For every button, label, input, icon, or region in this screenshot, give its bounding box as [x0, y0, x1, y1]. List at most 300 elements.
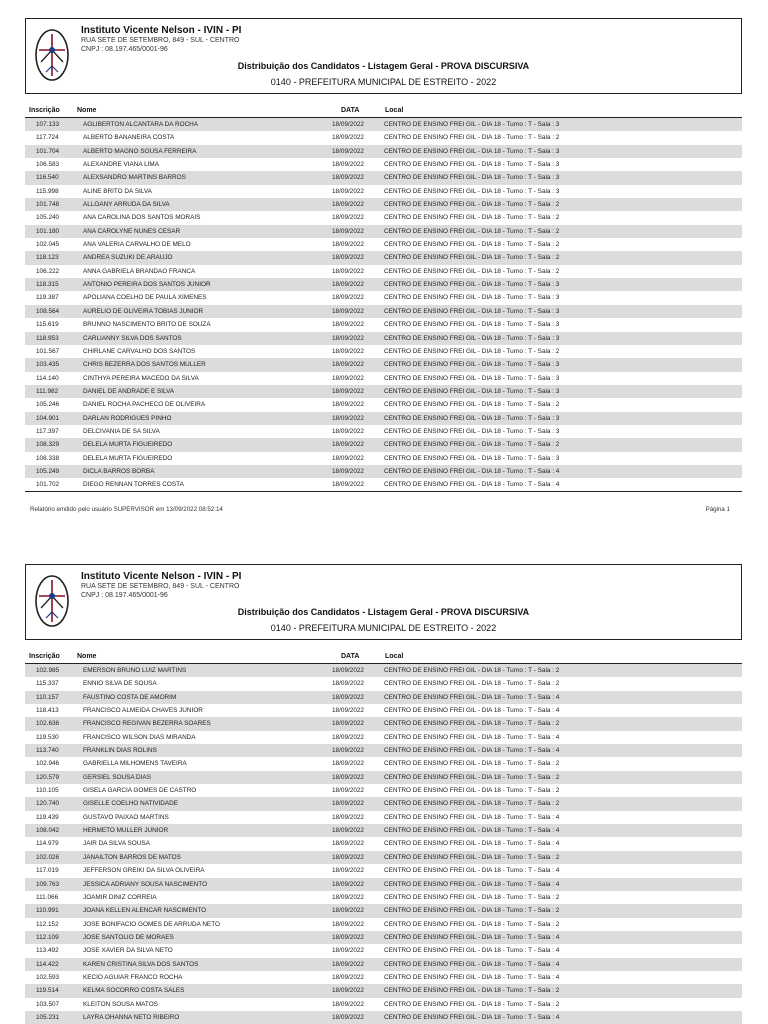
cell-data: 18/09/2022: [332, 427, 364, 435]
table-row: [25, 318, 742, 331]
table-row: [25, 171, 742, 184]
column-header-data: DATA: [341, 653, 360, 660]
institution-cnpj: CNPJ : 08.197.465/0001-96: [81, 46, 168, 53]
cell-inscricao: 101.748: [36, 201, 60, 209]
institution-cnpj: CNPJ : 08.197.465/0001-96: [81, 592, 168, 599]
cell-nome: JOSE SANTOLIO DE MORAES: [83, 933, 174, 941]
table-header: [25, 652, 742, 664]
cell-inscricao: 107.133: [36, 121, 60, 128]
cell-local: CENTRO DE ENSINO FREI GIL - DIA 18 - Turno : T - Sala : 4: [384, 933, 560, 941]
cell-nome: ANA VALERIA CARVALHO DE MELO: [83, 241, 191, 249]
cell-local: CENTRO DE ENSINO FREI GIL - DIA 18 - Turno : T - Sala : 2: [384, 401, 560, 409]
cell-data: 18/09/2022: [332, 907, 364, 915]
cell-inscricao: 105.246: [36, 401, 60, 409]
cell-inscricao: 102.946: [36, 760, 60, 768]
cell-local: CENTRO DE ENSINO FREI GIL - DIA 18 - Turno : T - Sala : 4: [384, 947, 560, 955]
cell-local: CENTRO DE ENSINO FREI GIL - DIA 18 - Turno : T - Sala : 2: [384, 680, 560, 688]
cell-inscricao: 102.636: [36, 720, 60, 728]
table-row: [25, 278, 742, 291]
cell-local: CENTRO DE ENSINO FREI GIL - DIA 18 - Turno : T - Sala : 2: [384, 347, 560, 355]
cell-inscricao: 103.435: [36, 361, 60, 369]
table-row: [25, 185, 742, 198]
cell-local: CENTRO DE ENSINO FREI GIL - DIA 18 - Turno : T - Sala : 3: [384, 334, 560, 342]
table-row: [25, 824, 742, 837]
cell-nome: JESSICA ADRIANY SOUSA NASCIMENTO: [83, 880, 208, 888]
cell-inscricao: 118.413: [36, 707, 59, 715]
cell-nome: BRUNNO NASCIMENTO BRITO DE SOUZA: [83, 321, 211, 329]
cell-data: 18/09/2022: [332, 294, 364, 302]
table-row: [25, 385, 742, 398]
cell-local: CENTRO DE ENSINO FREI GIL - DIA 18 - Turno : T - Sala : 4: [384, 827, 560, 835]
cell-local: CENTRO DE ENSINO FREI GIL - DIA 18 - Turno : T - Sala : 3: [384, 414, 560, 422]
cell-nome: ANTONIO PEREIRA DOS SANTOS JUNIOR: [83, 281, 211, 289]
cell-local: CENTRO DE ENSINO FREI GIL - DIA 18 - Turno : T - Sala : 3: [384, 174, 560, 182]
table-row: [25, 398, 742, 411]
cell-data: 18/09/2022: [332, 254, 364, 262]
cell-nome: JOSE BONIFACIO GOMES DE ARRUDA NETO: [83, 920, 220, 928]
table-row: [25, 478, 742, 491]
table-row: [25, 944, 742, 957]
table-row: [25, 145, 742, 158]
cell-data: 18/09/2022: [332, 414, 364, 422]
table-row: [25, 1011, 742, 1024]
cell-local: CENTRO DE ENSINO FREI GIL - DIA 18 - Turno : T - Sala : 4: [384, 693, 560, 701]
cell-local: CENTRO DE ENSINO FREI GIL - DIA 18 - Turno : T - Sala : 2: [384, 267, 560, 275]
cell-local: CENTRO DE ENSINO FREI GIL - DIA 18 - Turno : T - Sala : 2: [384, 920, 560, 928]
cell-nome: DELCIVANIA DE SA SILVA: [83, 427, 160, 435]
table-row: [25, 891, 742, 904]
table-row: [25, 971, 742, 984]
cell-inscricao: 110.105: [36, 787, 59, 795]
cell-data: 18/09/2022: [332, 1000, 364, 1008]
table-row: [25, 744, 742, 757]
cell-nome: HERMETO MULLER JUNIOR: [83, 827, 169, 835]
cell-inscricao: 109.763: [36, 880, 60, 888]
cell-data: 18/09/2022: [332, 214, 364, 222]
table-row: [25, 664, 742, 677]
table-row: [25, 332, 742, 345]
column-header-inscricao: Inscrição: [29, 653, 60, 660]
report-header: [25, 18, 742, 94]
column-header-local: Local: [385, 653, 404, 660]
cell-local: CENTRO DE ENSINO FREI GIL - DIA 18 - Turno : T - Sala : 2: [384, 227, 560, 235]
cell-data: 18/09/2022: [332, 441, 364, 449]
cell-local: CENTRO DE ENSINO FREI GIL - DIA 18 - Turno : T - Sala : 3: [384, 147, 560, 155]
cell-local: CENTRO DE ENSINO FREI GIL - DIA 18 - Turno : T - Sala : 4: [384, 467, 560, 475]
table-row: [25, 265, 742, 278]
cell-data: 18/09/2022: [332, 241, 364, 249]
cell-local: CENTRO DE ENSINO FREI GIL - DIA 18 - Turno : T - Sala : 2: [384, 907, 560, 915]
cell-inscricao: 114.422: [36, 960, 59, 968]
report-page-2: [0, 546, 768, 1024]
table-row: [25, 225, 742, 238]
candidates-table: [25, 652, 742, 1024]
cell-inscricao: 110.991: [36, 907, 59, 915]
cell-nome: KELMA SOCORRO COSTA SALES: [83, 987, 185, 995]
candidates-table: [25, 106, 742, 492]
table-row: [25, 918, 742, 931]
cell-nome: AURELIO DE OLIVEIRA TOBIAS JUNIOR: [83, 307, 204, 315]
cell-nome: DELELA MURTA FIGUEIREDO: [83, 454, 173, 462]
cell-local: CENTRO DE ENSINO FREI GIL - DIA 18 - Turno : T - Sala : 3: [384, 427, 560, 435]
page-number: Página 1: [705, 506, 730, 513]
cell-data: 18/09/2022: [332, 374, 364, 382]
cell-local: CENTRO DE ENSINO FREI GIL - DIA 18 - Turno : T - Sala : 2: [384, 441, 560, 449]
table-row: [25, 425, 742, 438]
cell-data: 18/09/2022: [332, 827, 364, 835]
cell-inscricao: 114.140: [36, 374, 59, 382]
cell-inscricao: 105.231: [36, 1013, 60, 1021]
cell-nome: FRANCISCO REGIVAN BEZERRA SOARES: [83, 720, 211, 728]
cell-inscricao: 110.157: [36, 693, 59, 701]
column-header-inscricao: Inscrição: [29, 107, 60, 114]
cell-inscricao: 102.026: [36, 853, 60, 861]
cell-data: 18/09/2022: [332, 867, 364, 875]
cell-local: CENTRO DE ENSINO FREI GIL - DIA 18 - Turno : T - Sala : 4: [384, 481, 560, 489]
cell-nome: KAREN CRISTINA SILVA DOS SANTOS: [83, 960, 199, 968]
cell-local: CENTRO DE ENSINO FREI GIL - DIA 18 - Turno : T - Sala : 2: [384, 720, 560, 728]
cell-nome: JEFFERSON GREIKI DA SILVA OLIVEIRA: [83, 867, 205, 875]
table-row: [25, 131, 742, 144]
cell-inscricao: 102.985: [36, 667, 60, 674]
document-subtitle: 0140 - PREFEITURA MUNICIPAL DE ESTREITO - 2022: [270, 77, 497, 87]
cell-inscricao: 119.439: [36, 813, 59, 821]
cell-nome: ANDREA SUZUKI DE ARAUJO: [83, 254, 173, 262]
cell-inscricao: 118.953: [36, 334, 59, 342]
cell-local: CENTRO DE ENSINO FREI GIL - DIA 18 - Turno : T - Sala : 3: [384, 294, 560, 302]
cell-data: 18/09/2022: [332, 960, 364, 968]
institute-logo-icon: [34, 28, 70, 82]
cell-inscricao: 113.740: [36, 747, 59, 755]
cell-nome: KECIO AGUIAR FRANCO ROCHA: [83, 973, 183, 981]
cell-inscricao: 103.507: [36, 1000, 60, 1008]
cell-local: CENTRO DE ENSINO FREI GIL - DIA 18 - Turno : T - Sala : 4: [384, 840, 560, 848]
cell-nome: AGLIBERTON ALCANTARA DA ROCHA: [83, 121, 199, 128]
report-footer-text: Relatório emitido pelo usuário SUPERVISOR em 13/09/2022 08:52:14: [30, 506, 223, 513]
cell-inscricao: 112.152: [36, 920, 59, 928]
cell-local: CENTRO DE ENSINO FREI GIL - DIA 18 - Turno : T - Sala : 2: [384, 241, 560, 249]
cell-inscricao: 115.337: [36, 680, 59, 688]
table-row: [25, 372, 742, 385]
cell-nome: DICLA BARROS BORBA: [83, 467, 155, 475]
cell-data: 18/09/2022: [332, 174, 364, 182]
table-row: [25, 251, 742, 264]
cell-data: 18/09/2022: [332, 467, 364, 475]
cell-local: CENTRO DE ENSINO FREI GIL - DIA 18 - Turno : T - Sala : 3: [384, 161, 560, 169]
cell-inscricao: 119.514: [36, 987, 59, 995]
cell-data: 18/09/2022: [332, 1013, 364, 1021]
cell-nome: JAIR DA SILVA SOUSA: [83, 840, 150, 848]
cell-local: CENTRO DE ENSINO FREI GIL - DIA 18 - Turno : T - Sala : 2: [384, 987, 560, 995]
cell-nome: EMERSON BRUNO LUIZ MARTINS: [83, 667, 187, 674]
table-row: [25, 731, 742, 744]
cell-local: CENTRO DE ENSINO FREI GIL - DIA 18 - Turno : T - Sala : 2: [384, 853, 560, 861]
cell-nome: ALBERTO BANANEIRA COSTA: [83, 134, 175, 142]
cell-local: CENTRO DE ENSINO FREI GIL - DIA 18 - Turno : T - Sala : 3: [384, 374, 560, 382]
cell-nome: CARLIANNY SILVA DOS SANTOS: [83, 334, 182, 342]
cell-nome: CHRIS BEZERRA DOS SANTOS MULLER: [83, 361, 206, 369]
document-subtitle: 0140 - PREFEITURA MUNICIPAL DE ESTREITO - 2022: [270, 623, 497, 633]
cell-local: CENTRO DE ENSINO FREI GIL - DIA 18 - Turno : T - Sala : 2: [384, 214, 560, 222]
cell-nome: GERSIEL SOUSA DIAS: [83, 773, 151, 781]
cell-data: 18/09/2022: [332, 347, 364, 355]
table-row: [25, 305, 742, 318]
cell-nome: FRANCISCO WILSON DIAS MIRANDA: [83, 733, 196, 741]
cell-nome: CINTHYA PEREIRA MACEDO DA SILVA: [83, 374, 199, 382]
cell-local: CENTRO DE ENSINO FREI GIL - DIA 18 - Turno : T - Sala : 3: [384, 187, 560, 195]
table-row: [25, 878, 742, 891]
cell-inscricao: 108.329: [36, 441, 60, 449]
cell-nome: LAYRA OHANNA NETO RIBEIRO: [83, 1013, 180, 1021]
cell-local: CENTRO DE ENSINO FREI GIL - DIA 18 - Turno : T - Sala : 2: [384, 134, 560, 142]
cell-inscricao: 116.540: [36, 174, 59, 182]
cell-nome: ALEXANDRE VIANA LIMA: [83, 161, 160, 169]
cell-local: CENTRO DE ENSINO FREI GIL - DIA 18 - Turno : T - Sala : 4: [384, 960, 560, 968]
cell-nome: FRANKLIN DIAS ROLINS: [83, 747, 157, 755]
column-header-local: Local: [385, 107, 404, 114]
column-header-data: DATA: [341, 107, 360, 114]
cell-inscricao: 102.593: [36, 973, 60, 981]
cell-data: 18/09/2022: [332, 454, 364, 462]
cell-inscricao: 108.338: [36, 454, 60, 462]
cell-data: 18/09/2022: [332, 693, 364, 701]
table-row: [25, 958, 742, 971]
table-row: [25, 704, 742, 717]
cell-data: 18/09/2022: [332, 840, 364, 848]
cell-nome: JOSE XAVIER DA SILVA NETO: [83, 947, 173, 955]
cell-data: 18/09/2022: [332, 813, 364, 821]
table-bottom-rule: [25, 491, 742, 492]
table-row: [25, 118, 742, 131]
cell-nome: DIEGO RENNAN TORRES COSTA: [83, 481, 184, 489]
cell-nome: DANIEL DE ANDRADE E SILVA: [83, 387, 175, 395]
document-title: Distribuição dos Candidatos - Listagem Geral - PROVA DISCURSIVA: [237, 607, 530, 617]
institution-name: Instituto Vicente Nelson - IVIN - PI: [81, 571, 242, 582]
cell-data: 18/09/2022: [332, 281, 364, 289]
table-row: [25, 465, 742, 478]
cell-inscricao: 114.979: [36, 840, 59, 848]
table-row: [25, 691, 742, 704]
cell-data: 18/09/2022: [332, 760, 364, 768]
cell-nome: DARLAN RODRIGUES PINHO: [83, 414, 172, 422]
cell-inscricao: 112.109: [36, 933, 59, 941]
table-row: [25, 438, 742, 451]
cell-data: 18/09/2022: [332, 947, 364, 955]
cell-local: CENTRO DE ENSINO FREI GIL - DIA 18 - Turno : T - Sala : 2: [384, 800, 560, 808]
cell-inscricao: 102.045: [36, 241, 60, 249]
cell-data: 18/09/2022: [332, 134, 364, 142]
cell-data: 18/09/2022: [332, 161, 364, 169]
cell-nome: JANAILTON BARROS DE MATOS: [83, 853, 181, 861]
cell-local: CENTRO DE ENSINO FREI GIL - DIA 18 - Turno : T - Sala : 4: [384, 813, 560, 821]
cell-inscricao: 115.619: [36, 321, 59, 329]
table-row: [25, 717, 742, 730]
cell-nome: GISELLE COELHO NATIVIDADE: [83, 800, 179, 808]
cell-nome: GUSTAVO PAIXAO MARTINS: [83, 813, 169, 821]
cell-local: CENTRO DE ENSINO FREI GIL - DIA 18 - Turno : T - Sala : 2: [384, 893, 560, 901]
cell-inscricao: 108.564: [36, 307, 60, 315]
cell-inscricao: 117.397: [36, 427, 59, 435]
cell-inscricao: 101.180: [36, 227, 60, 235]
cell-data: 18/09/2022: [332, 853, 364, 861]
cell-local: CENTRO DE ENSINO FREI GIL - DIA 18 - Turno : T - Sala : 2: [384, 773, 560, 781]
cell-nome: APOLIANA COELHO DE PAULA XIMENES: [83, 294, 207, 302]
cell-local: CENTRO DE ENSINO FREI GIL - DIA 18 - Turno : T - Sala : 2: [384, 254, 560, 262]
cell-inscricao: 119.387: [36, 294, 59, 302]
cell-local: CENTRO DE ENSINO FREI GIL - DIA 18 - Turno : T - Sala : 4: [384, 733, 560, 741]
table-row: [25, 851, 742, 864]
cell-data: 18/09/2022: [332, 321, 364, 329]
cell-nome: CHIRLANE CARVALHO DOS SANTOS: [83, 347, 196, 355]
cell-local: CENTRO DE ENSINO FREI GIL - DIA 18 - Turno : T - Sala : 2: [384, 787, 560, 795]
cell-data: 18/09/2022: [332, 800, 364, 808]
cell-data: 18/09/2022: [332, 121, 364, 128]
cell-data: 18/09/2022: [332, 307, 364, 315]
cell-nome: KLEITON SOUSA MATOS: [83, 1000, 158, 1008]
cell-inscricao: 106.222: [36, 267, 60, 275]
table-row: [25, 198, 742, 211]
cell-data: 18/09/2022: [332, 787, 364, 795]
table-row: [25, 757, 742, 770]
cell-nome: FRANCISCO ALMEIDA CHAVES JUNIOR: [83, 707, 203, 715]
cell-nome: GABRIELLA MILHOMENS TAVEIRA: [83, 760, 187, 768]
cell-inscricao: 118.123: [36, 254, 59, 262]
cell-data: 18/09/2022: [332, 880, 364, 888]
institution-name: Instituto Vicente Nelson - IVIN - PI: [81, 25, 242, 36]
cell-nome: ANA CAROLYNE NUNES CESAR: [83, 227, 181, 235]
table-row: [25, 452, 742, 465]
cell-data: 18/09/2022: [332, 267, 364, 275]
cell-nome: DANIEL ROCHA PACHECO DE OLIVEIRA: [83, 401, 206, 409]
cell-inscricao: 104.901: [36, 414, 60, 422]
cell-nome: ANNA GABRIELA BRANDAO FRANCA: [83, 267, 196, 275]
table-row: [25, 412, 742, 425]
cell-inscricao: 101.704: [36, 147, 60, 155]
cell-inscricao: 118.315: [36, 281, 59, 289]
cell-inscricao: 106.583: [36, 161, 60, 169]
cell-data: 18/09/2022: [332, 920, 364, 928]
cell-nome: ALEXSANDRO MARTINS BARROS: [83, 174, 186, 182]
cell-inscricao: 105.249: [36, 467, 60, 475]
cell-local: CENTRO DE ENSINO FREI GIL - DIA 18 - Turno : T - Sala : 3: [384, 321, 560, 329]
table-body: [25, 118, 742, 492]
cell-nome: ALBERTO MAGNO SOUSA FERREIRA: [83, 147, 197, 155]
table-row: [25, 358, 742, 371]
table-row: [25, 238, 742, 251]
table-row: [25, 784, 742, 797]
cell-local: CENTRO DE ENSINO FREI GIL - DIA 18 - Turno : T - Sala : 2: [384, 201, 560, 209]
cell-local: CENTRO DE ENSINO FREI GIL - DIA 18 - Turno : T - Sala : 4: [384, 747, 560, 755]
cell-inscricao: 117.019: [36, 867, 59, 875]
cell-data: 18/09/2022: [332, 401, 364, 409]
table-row: [25, 904, 742, 917]
cell-local: CENTRO DE ENSINO FREI GIL - DIA 18 - Turno : T - Sala : 2: [384, 1000, 560, 1008]
cell-inscricao: 111.982: [36, 387, 59, 395]
cell-data: 18/09/2022: [332, 201, 364, 209]
cell-inscricao: 111.066: [36, 893, 59, 901]
table-row: [25, 931, 742, 944]
cell-nome: ALLOANY ARRUDA DA SILVA: [83, 201, 170, 209]
cell-data: 18/09/2022: [332, 720, 364, 728]
cell-nome: DELELA MURTA FIGUEIREDO: [83, 441, 173, 449]
cell-local: CENTRO DE ENSINO FREI GIL - DIA 18 - Turno : T - Sala : 4: [384, 867, 560, 875]
table-row: [25, 771, 742, 784]
cell-data: 18/09/2022: [332, 707, 364, 715]
cell-data: 18/09/2022: [332, 361, 364, 369]
cell-local: CENTRO DE ENSINO FREI GIL - DIA 18 - Turno : T - Sala : 3: [384, 361, 560, 369]
cell-local: CENTRO DE ENSINO FREI GIL - DIA 18 - Turno : T - Sala : 3: [384, 281, 560, 289]
cell-inscricao: 115.998: [36, 187, 59, 195]
table-row: [25, 211, 742, 224]
cell-nome: FAUSTINO COSTA DE AMORIM: [83, 693, 177, 701]
document-title: Distribuição dos Candidatos - Listagem Geral - PROVA DISCURSIVA: [237, 61, 530, 71]
cell-data: 18/09/2022: [332, 893, 364, 901]
cell-inscricao: 105.240: [36, 214, 60, 222]
cell-local: CENTRO DE ENSINO FREI GIL - DIA 18 - Turno : T - Sala : 3: [384, 121, 560, 128]
cell-data: 18/09/2022: [332, 680, 364, 688]
cell-local: CENTRO DE ENSINO FREI GIL - DIA 18 - Turno : T - Sala : 4: [384, 1013, 560, 1021]
institute-logo-icon: [34, 574, 70, 628]
table-row: [25, 984, 742, 997]
cell-data: 18/09/2022: [332, 227, 364, 235]
cell-inscricao: 113.492: [36, 947, 59, 955]
cell-data: 18/09/2022: [332, 334, 364, 342]
table-row: [25, 158, 742, 171]
table-body: [25, 664, 742, 1024]
table-row: [25, 345, 742, 358]
cell-data: 18/09/2022: [332, 187, 364, 195]
table-row: [25, 797, 742, 810]
cell-data: 18/09/2022: [332, 773, 364, 781]
table-row: [25, 677, 742, 690]
table-row: [25, 864, 742, 877]
institution-address: RUA SETE DE SETEMBRO, 849 - SUL - CENTRO: [81, 583, 240, 590]
table-row: [25, 837, 742, 850]
cell-inscricao: 101.567: [36, 347, 60, 355]
cell-nome: ENNIO SILVA DE SOUSA: [83, 680, 157, 688]
cell-nome: JOAMIR DINIZ CORREIA: [83, 893, 157, 901]
cell-local: CENTRO DE ENSINO FREI GIL - DIA 18 - Turno : T - Sala : 3: [384, 387, 560, 395]
cell-local: CENTRO DE ENSINO FREI GIL - DIA 18 - Turno : T - Sala : 2: [384, 667, 560, 674]
institution-address: RUA SETE DE SETEMBRO, 849 - SUL - CENTRO: [81, 37, 240, 44]
cell-nome: JOANA KELLEN ALENCAR NASCIMENTO: [83, 907, 207, 915]
cell-local: CENTRO DE ENSINO FREI GIL - DIA 18 - Turno : T - Sala : 3: [384, 454, 560, 462]
cell-inscricao: 120.579: [36, 773, 60, 781]
cell-local: CENTRO DE ENSINO FREI GIL - DIA 18 - Turno : T - Sala : 4: [384, 707, 560, 715]
table-header: [25, 106, 742, 118]
cell-nome: GISELA GARCIA GOMES DE CASTRO: [83, 787, 197, 795]
table-row: [25, 291, 742, 304]
table-row: [25, 811, 742, 824]
cell-inscricao: 108.042: [36, 827, 60, 835]
cell-local: CENTRO DE ENSINO FREI GIL - DIA 18 - Turno : T - Sala : 4: [384, 880, 560, 888]
cell-data: 18/09/2022: [332, 933, 364, 941]
cell-local: CENTRO DE ENSINO FREI GIL - DIA 18 - Turno : T - Sala : 2: [384, 760, 560, 768]
column-header-nome: Nome: [77, 653, 97, 660]
cell-inscricao: 120.740: [36, 800, 60, 808]
column-header-nome: Nome: [77, 107, 97, 114]
cell-data: 18/09/2022: [332, 733, 364, 741]
cell-inscricao: 119.530: [36, 733, 59, 741]
cell-data: 18/09/2022: [332, 481, 364, 489]
cell-nome: ANA CAROLINA DOS SANTOS MORAIS: [83, 214, 201, 222]
table-row: [25, 998, 742, 1011]
cell-inscricao: 101.702: [36, 481, 60, 489]
cell-data: 18/09/2022: [332, 987, 364, 995]
cell-data: 18/09/2022: [332, 667, 364, 674]
cell-data: 18/09/2022: [332, 973, 364, 981]
cell-local: CENTRO DE ENSINO FREI GIL - DIA 18 - Turno : T - Sala : 3: [384, 307, 560, 315]
